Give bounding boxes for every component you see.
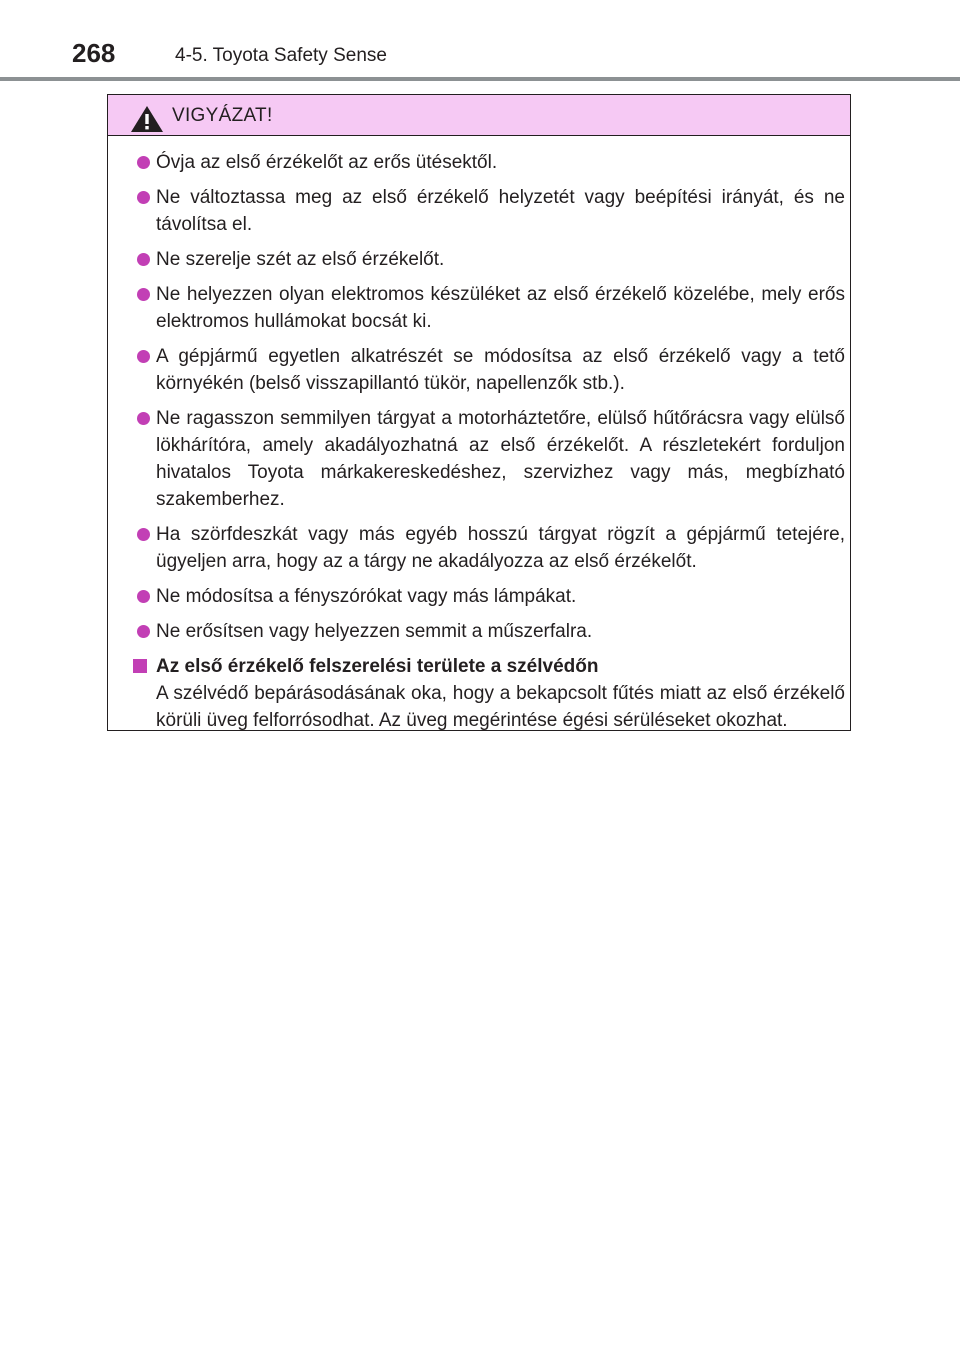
subsection-heading (133, 653, 845, 680)
caution-item (133, 149, 845, 176)
bullet-dot-icon (137, 350, 150, 363)
subsection-text: A szélvédő bepárásodásának oka, hogy a bekapcsolt fűtés miatt az első érzékelő körüli üveg felforrósodhat. Az üveg megérintése égési sérüléseket okozhat. (156, 683, 845, 731)
caution-title: VIGYÁZAT! (172, 105, 273, 126)
caution-item-text: Ne változtassa meg az első érzékelő helyzetét vagy beépítési irányát, és ne távolítsa el. (156, 187, 845, 235)
caution-item-text: Ne helyezzen olyan elektromos készüléket az első érzékelő közelébe, mely erős elektromos hullámokat bocsát ki. (156, 284, 845, 332)
caution-item (133, 583, 845, 610)
page-header (0, 0, 960, 80)
warning-triangle-icon (130, 105, 164, 133)
bullet-dot-icon (137, 156, 150, 169)
subsection-heading-text: Az első érzékelő felszerelési területe a szélvédőn (156, 656, 599, 677)
caution-item-text: Ne módosítsa a fényszórókat vagy más lámpákat. (156, 586, 577, 607)
caution-item (133, 184, 845, 238)
bullet-dot-icon (137, 590, 150, 603)
caution-item-text: Óvja az első érzékelőt az erős ütésektől. (156, 152, 498, 173)
caution-item-text: Ne ragasszon semmilyen tárgyat a motorháztetőre, elülső hűtőrácsra vagy elülső lökhárítóra, amely akadályozhatná az első érzékelőt. A részletekért forduljon hivatalos Toyota márkakereskedéshez, szervizhez vagy más, megbízható szakemberhez. (156, 408, 845, 510)
bullet-dot-icon (137, 288, 150, 301)
caution-header (108, 95, 850, 136)
header-rule (0, 77, 960, 81)
bullet-dot-icon (137, 253, 150, 266)
caution-item (133, 405, 845, 513)
bullet-dot-icon (137, 191, 150, 204)
square-bullet-icon (133, 659, 147, 673)
section-title: 4-5. Toyota Safety Sense (175, 45, 387, 66)
caution-item-text: Ne erősítsen vagy helyezzen semmit a műszerfalra. (156, 621, 593, 642)
bullet-dot-icon (137, 625, 150, 638)
caution-box (107, 94, 851, 731)
caution-item-text: Ha szörfdeszkát vagy más egyéb hosszú tárgyat rögzít a gépjármű tetejére, ügyeljen arra, hogy az a tárgy ne akadályozza az első érzékelőt. (156, 524, 845, 572)
bullet-dot-icon (137, 528, 150, 541)
caution-item (133, 343, 845, 397)
caution-item (133, 618, 845, 645)
caution-item (133, 521, 845, 575)
caution-item-text: A gépjármű egyetlen alkatrészét se módosítsa az első érzékelő vagy a tető környékén (belső visszapillantó tükör, napellenzők stb.). (156, 346, 845, 394)
caution-item (133, 281, 845, 335)
caution-body (133, 149, 845, 734)
page-number: 268 (72, 38, 116, 68)
bullet-dot-icon (137, 412, 150, 425)
caution-item-text: Ne szerelje szét az első érzékelőt. (156, 249, 445, 270)
caution-item (133, 246, 845, 273)
